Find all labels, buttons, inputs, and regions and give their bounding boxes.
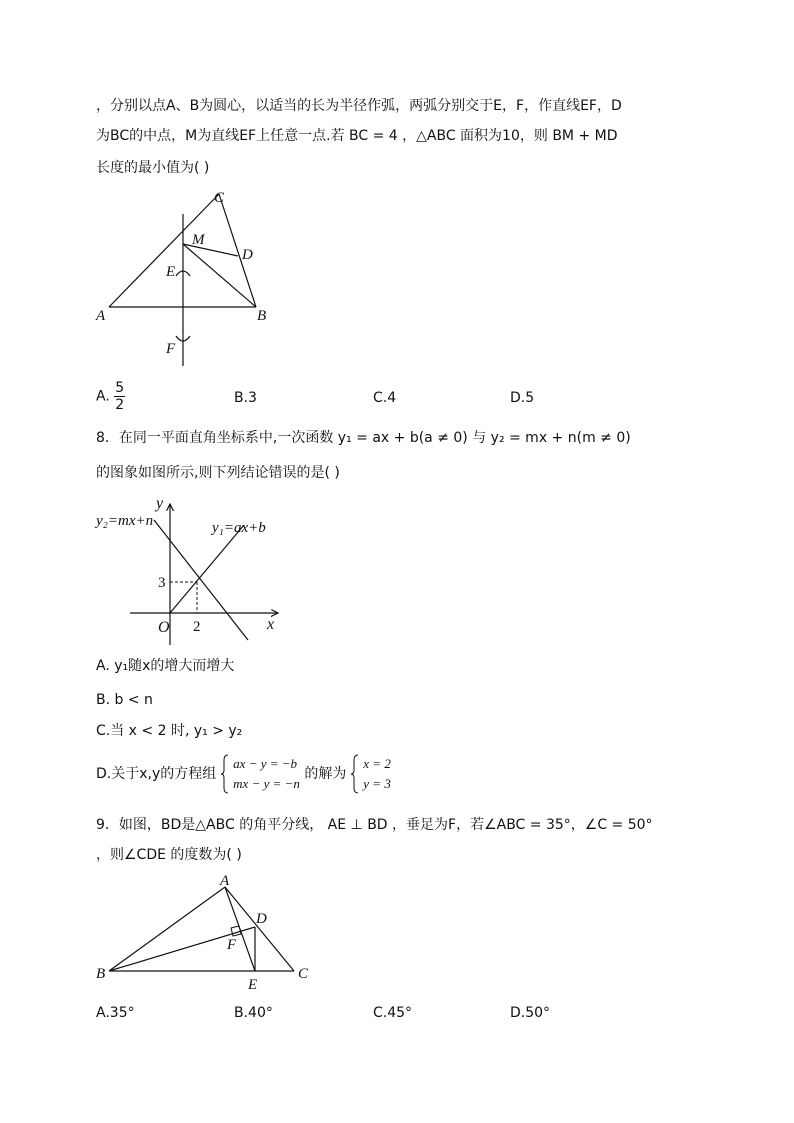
q8-solution [363, 754, 391, 794]
q9-option-a: A.35° [96, 1005, 135, 1021]
q7-label-a: A [96, 308, 106, 324]
q8-option-d [96, 754, 391, 794]
q8-x-label: x [267, 616, 275, 633]
q7-text-line3: 长度的最小值为( ) [96, 160, 210, 176]
q8-brace-left-1 [221, 754, 229, 794]
q8-equation-1: ax − y = −b [233, 756, 298, 771]
q8-brace-left-2 [351, 754, 359, 794]
q7-text-line2: 为BC的中点，M为直线EF上任意一点.若 BC = 4 ，△ABC 面积为10，则 BM + MD [96, 128, 618, 144]
q7-label-f: F [166, 341, 176, 357]
q9-option-d: D.50° [510, 1005, 551, 1021]
q7-label-e: E [166, 264, 176, 280]
q7-option-b: B.3 [234, 390, 257, 406]
q9-label-e: E [248, 977, 258, 993]
q7-option-d: D.5 [510, 390, 535, 406]
q9-option-b: B.40° [234, 1005, 273, 1021]
q9-option-c: C.45° [373, 1005, 413, 1021]
q8-text-line1: 8．在同一平面直角坐标系中,一次函数 y₁ = ax + b(a ≠ 0) 与 y₂ = mx + n(m ≠ 0) [96, 430, 631, 446]
q9-label-d: D [256, 911, 267, 927]
q8-line-y1 [170, 525, 244, 613]
q9-label-a: A [220, 873, 230, 889]
q8-text-line2: 的图象如图所示,则下列结论错误的是( ) [96, 465, 340, 481]
q9-right-angle-mark [231, 926, 241, 936]
q9-triangle-figure [90, 870, 320, 1000]
q9-label-b: B [96, 966, 106, 982]
q7-label-b: B [257, 308, 267, 324]
q8-option-a: A. y₁随x的增大而增大 [96, 658, 235, 674]
q8-equation-2: mx − y = −n [233, 776, 300, 791]
q7-option-a-numerator: 5 [115, 380, 125, 396]
q7-option-a-fraction [114, 380, 125, 413]
q9-label-c: C [298, 966, 309, 982]
q9-side-ab [109, 887, 225, 971]
q7-side-ac [109, 194, 219, 307]
q8-tick-2: 2 [193, 619, 201, 635]
q7-option-a-prefix: A. [96, 388, 110, 405]
q8-origin-label: O [158, 619, 170, 636]
q8-line1-label: y₁=ax+b [212, 520, 266, 536]
q7-text-line1: ，分别以点A、B为圆心，以适当的长为半径作弧，两弧分别交于E，F，作直线EF，D [96, 98, 622, 114]
q9-label-f: F [227, 937, 237, 953]
q7-label-m: M [192, 232, 205, 248]
q8-tick-3: 3 [158, 575, 166, 591]
q7-label-d: D [242, 247, 253, 263]
q8-solution-y: y = 3 [363, 776, 391, 791]
q8-system-equations [233, 754, 300, 794]
q8-y-label: y [156, 495, 164, 512]
q9-text-line1: 9．如图，BD是△ABC 的角平分线， AE ⊥ BD ，垂足为F，若∠ABC = 35°，∠C = 50° [96, 817, 653, 833]
q8-option-b: B. b < n [96, 692, 153, 708]
q7-label-c: C [214, 190, 225, 206]
q7-option-c: C.4 [373, 390, 397, 406]
q8-line2-label: y₂=mx+n [96, 513, 154, 529]
q9-text-line2: ，则∠CDE 的度数为( ) [96, 847, 242, 863]
q8-graph-figure [92, 490, 292, 650]
q8-solution-x: x = 2 [363, 756, 391, 771]
q7-triangle-figure [90, 186, 280, 372]
q8-option-d-mid: 的解为 [304, 766, 347, 782]
q7-option-a [96, 380, 125, 413]
q7-option-a-denominator: 2 [115, 397, 125, 413]
q9-side-ac [225, 887, 294, 971]
q8-option-c: C.当 x < 2 时, y₁ > y₂ [96, 723, 243, 739]
q8-option-d-prefix: D.关于x,y的方程组 [96, 766, 217, 782]
